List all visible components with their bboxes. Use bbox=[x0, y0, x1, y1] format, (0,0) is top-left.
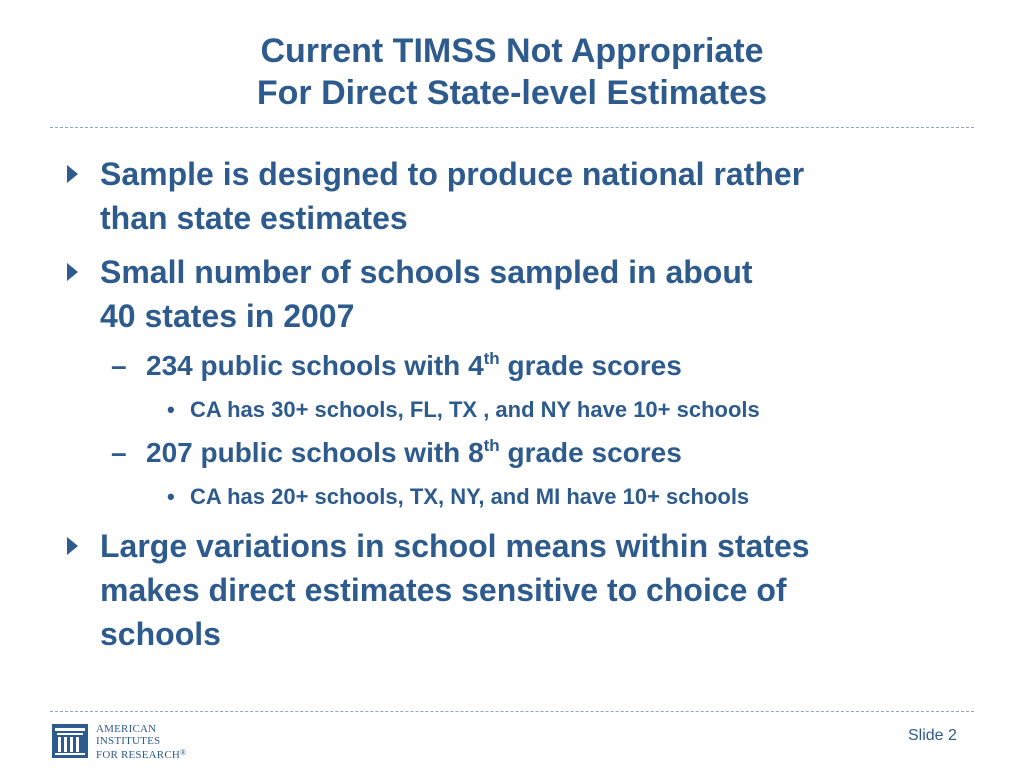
logo-line-2: INSTITUTES bbox=[96, 735, 161, 747]
bullet-3 bbox=[100, 524, 980, 656]
bullet-1-line-2: than state estimates bbox=[100, 200, 408, 236]
detail-bullet-2-text: CA has 20+ schools, TX, NY, and MI have 10+ schools bbox=[190, 484, 750, 509]
logo-line-3-text: FOR RESEARCH bbox=[96, 749, 181, 761]
logo-line-1: AMERICAN bbox=[96, 723, 157, 735]
bottom-divider bbox=[50, 711, 974, 712]
building-columns-icon bbox=[52, 724, 88, 758]
dash-bullet-icon: – bbox=[111, 350, 127, 381]
detail-bullet-1-text: CA has 30+ schools, FL, TX , and NY have 10+ schools bbox=[190, 397, 760, 422]
triangle-bullet-icon bbox=[67, 537, 78, 555]
dash-bullet-icon: – bbox=[111, 437, 127, 468]
bullet-2 bbox=[100, 250, 980, 338]
bullet-1-line-1: Sample is designed to produce national rather bbox=[100, 156, 805, 192]
organization-logo bbox=[52, 722, 202, 762]
detail-bullet-1 bbox=[167, 395, 990, 425]
bullet-2-line-1: Small number of schools sampled in about bbox=[100, 254, 753, 290]
bullet-3-line-1: Large variations in school means within states bbox=[100, 528, 810, 564]
bullet-2-line-2: 40 states in 2007 bbox=[100, 298, 355, 334]
triangle-bullet-icon bbox=[67, 263, 78, 281]
triangle-bullet-icon bbox=[67, 165, 78, 183]
sub-bullet-2 bbox=[111, 435, 966, 471]
sub-bullet-2-text: 207 public schools with 8 bbox=[146, 437, 484, 468]
sub-bullet-1-ordinal: th bbox=[483, 349, 500, 368]
top-divider bbox=[50, 127, 974, 128]
sub-bullet-2-suffix: grade scores bbox=[499, 437, 682, 468]
sub-bullet-2-ordinal: th bbox=[483, 436, 500, 455]
sub-bullet-1-suffix: grade scores bbox=[499, 350, 682, 381]
title-line-2: For Direct State-level Estimates bbox=[256, 74, 768, 112]
slide-title bbox=[0, 30, 1024, 114]
bullet-3-line-3: schools bbox=[100, 616, 221, 652]
dot-bullet-icon: • bbox=[167, 397, 175, 422]
dot-bullet-icon: • bbox=[167, 484, 175, 509]
slide-number: Slide 2 bbox=[908, 727, 957, 744]
logo-line-3 bbox=[96, 747, 186, 761]
title-line-1: Current TIMSS Not Appropriate bbox=[260, 32, 764, 70]
bullet-3-line-2: makes direct estimates sensitive to choice of bbox=[100, 572, 787, 608]
sub-bullet-1-text: 234 public schools with 4 bbox=[146, 350, 484, 381]
detail-bullet-2 bbox=[167, 482, 990, 512]
logo-wordmark bbox=[96, 723, 186, 761]
sub-bullet-1 bbox=[111, 348, 966, 384]
registered-mark: ® bbox=[180, 748, 187, 757]
bullet-1 bbox=[100, 152, 980, 240]
